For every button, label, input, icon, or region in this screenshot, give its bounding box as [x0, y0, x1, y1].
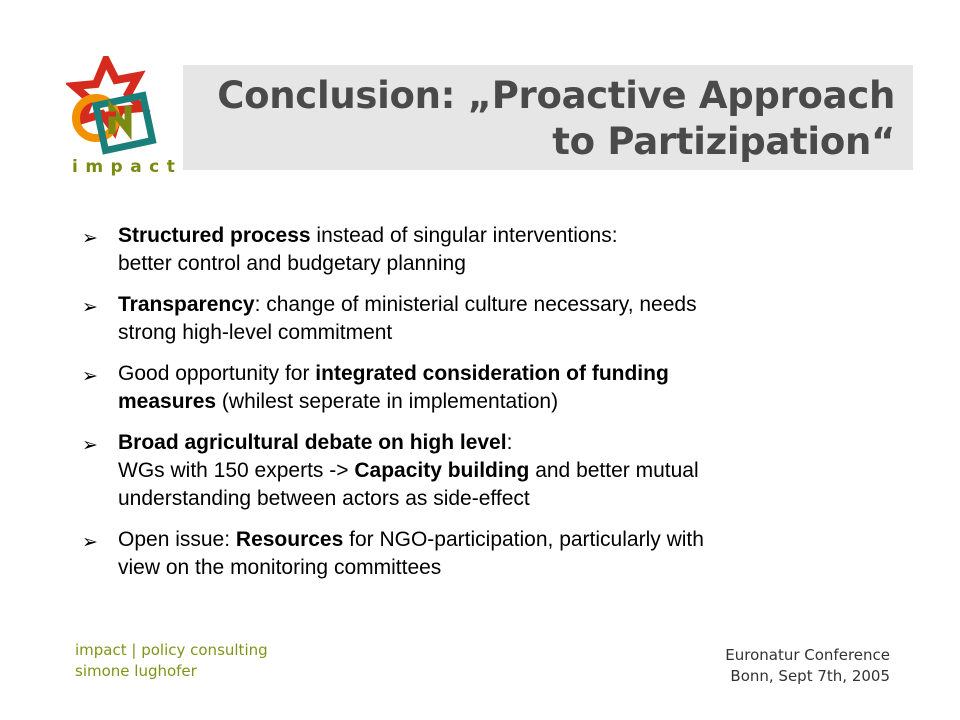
bullet-line [118, 457, 880, 485]
arrow-bullet-icon: ➢ [82, 531, 98, 553]
footer-company: impact | policy consulting [75, 641, 268, 659]
bullet-text: : [506, 431, 513, 454]
bullet-text: strong high-level commitment [118, 321, 393, 344]
arrow-bullet-icon: ➢ [82, 365, 98, 387]
bullet-line [118, 291, 880, 319]
footer-right [725, 645, 890, 687]
bullet-text: Good opportunity for [118, 362, 316, 385]
bullet-text: : change of ministerial culture necessary, needs [254, 293, 697, 316]
bullet-line [118, 222, 880, 250]
title-line-1: Conclusion: „Proactive Approach [217, 74, 895, 117]
footer-date: Bonn, Sept 7th, 2005 [730, 667, 890, 685]
bullet-emphasis: integrated consideration of funding [315, 362, 669, 385]
impact-logo [66, 56, 186, 180]
bullet-line [118, 485, 880, 513]
bullet-emphasis: Broad agricultural debate on high level [118, 431, 507, 454]
bullet-text: better control and budgetary planning [118, 252, 466, 275]
bullet-line [118, 360, 880, 388]
footer-left [75, 640, 268, 682]
bullet-line [118, 319, 880, 347]
bullet-line [118, 250, 880, 278]
bullet-text: Open issue: [118, 528, 236, 551]
title-bar [183, 65, 913, 170]
bullet-text: (whilest seperate in implementation) [216, 390, 559, 413]
arrow-bullet-icon: ➢ [82, 296, 98, 318]
arrow-bullet-icon: ➢ [82, 434, 98, 456]
slide-title [217, 73, 895, 165]
bullet-text: and better mutual [529, 459, 699, 482]
bullet-emphasis: Resources [235, 528, 344, 551]
bullet-text: view on the monitoring committees [118, 556, 442, 579]
bullet-line [118, 388, 880, 416]
bullet-list [80, 222, 880, 595]
footer-author: simone lughofer [75, 662, 197, 680]
bullet-text: WGs with 150 experts -> [118, 459, 355, 482]
bullet-item [80, 526, 880, 582]
bullet-emphasis: Transparency [118, 293, 255, 316]
bullet-line [118, 554, 880, 582]
bullet-item [80, 360, 880, 416]
logo-graphic-icon [66, 56, 186, 160]
title-line-2: to Partizipation“ [552, 120, 895, 163]
bullet-line [118, 429, 880, 457]
bullet-line [118, 526, 880, 554]
bullet-emphasis: measures [118, 390, 217, 413]
bullet-text: for NGO-participation, particularly with [343, 528, 704, 551]
arrow-bullet-icon: ➢ [82, 227, 98, 249]
bullet-item [80, 222, 880, 278]
bullet-text: instead of singular interventions: [310, 224, 618, 247]
bullet-emphasis: Capacity building [354, 459, 530, 482]
bullet-item [80, 291, 880, 347]
bullet-emphasis: Structured process [118, 224, 311, 247]
bullet-item [80, 429, 880, 513]
logo-wordmark: impact [72, 157, 183, 177]
bullet-text: understanding between actors as side-effect [118, 487, 530, 510]
footer-event: Euronatur Conference [725, 646, 890, 664]
